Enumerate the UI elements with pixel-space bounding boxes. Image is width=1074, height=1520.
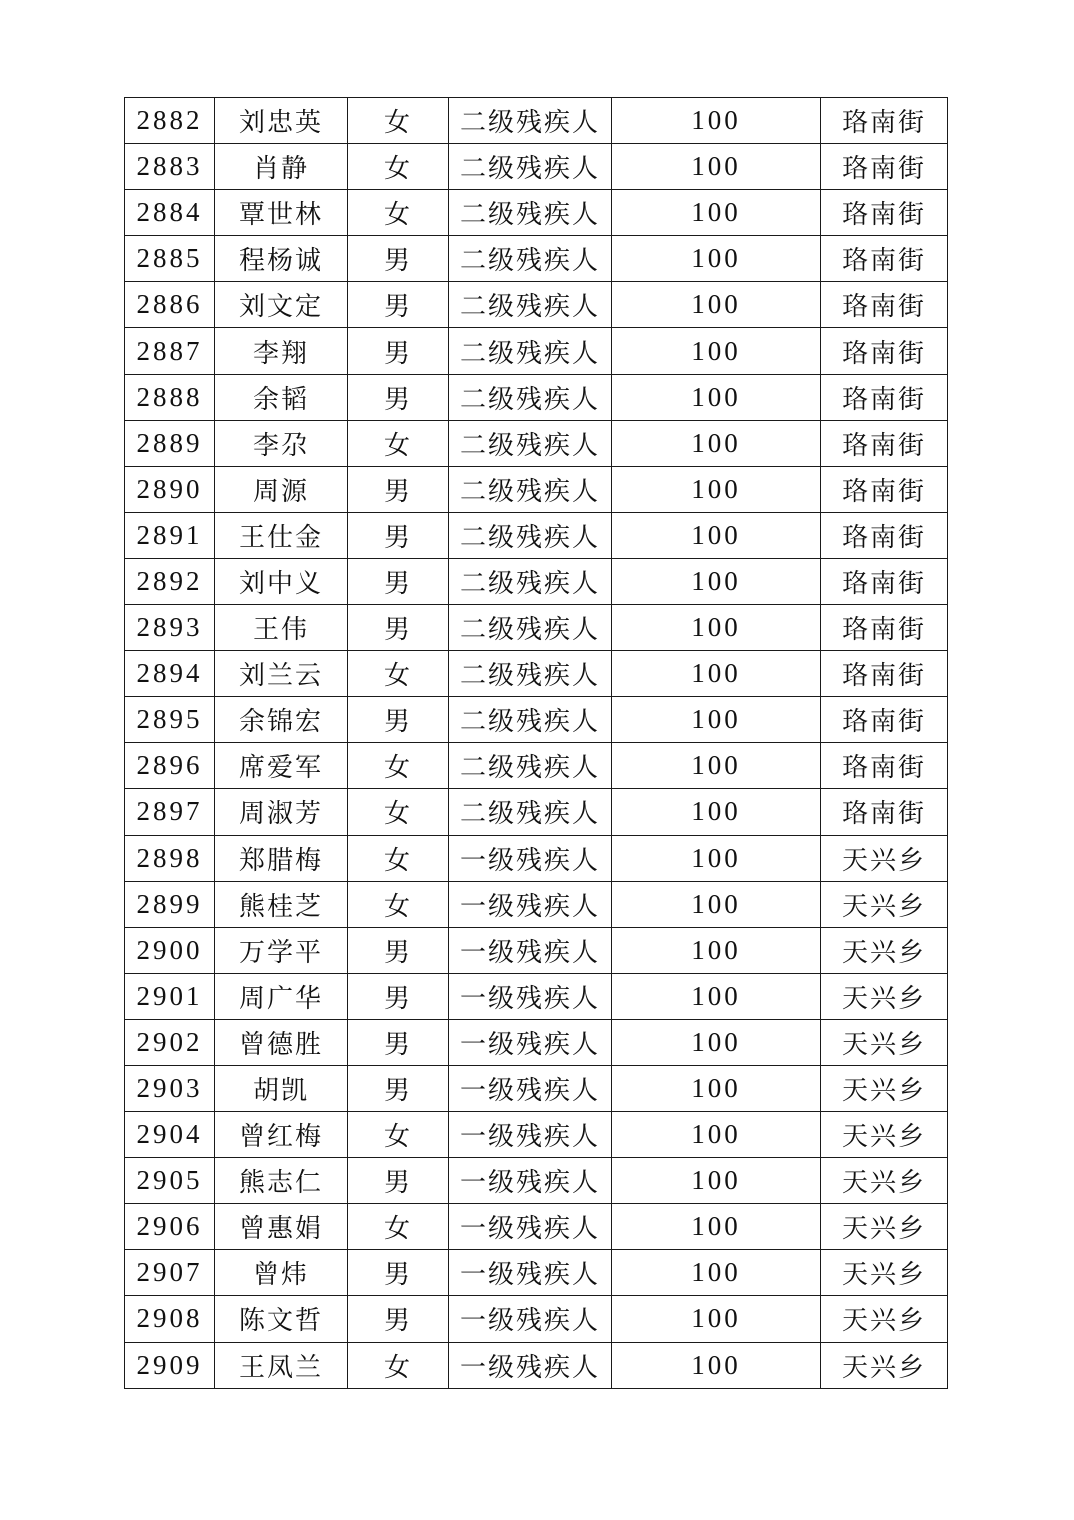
cell-amount: 100 <box>612 789 821 835</box>
cell-amount: 100 <box>612 1342 821 1388</box>
table-row <box>125 1158 948 1204</box>
table-row <box>125 236 948 282</box>
cell-amount: 100 <box>612 605 821 651</box>
cell-gender: 女 <box>348 1342 449 1388</box>
cell-serial-number: 2890 <box>125 466 215 512</box>
cell-area: 珞南街 <box>821 743 948 789</box>
cell-gender: 男 <box>348 697 449 743</box>
cell-gender: 女 <box>348 144 449 190</box>
cell-name: 李尕 <box>215 420 348 466</box>
cell-name: 周广华 <box>215 973 348 1019</box>
cell-gender: 女 <box>348 420 449 466</box>
cell-area: 天兴乡 <box>821 1065 948 1111</box>
cell-gender: 女 <box>348 1112 449 1158</box>
cell-name: 余韬 <box>215 374 348 420</box>
cell-amount: 100 <box>612 1158 821 1204</box>
cell-gender: 男 <box>348 374 449 420</box>
cell-area: 珞南街 <box>821 190 948 236</box>
table-row <box>125 1296 948 1342</box>
cell-disability-level: 二级残疾人 <box>449 190 612 236</box>
cell-name: 熊桂芝 <box>215 881 348 927</box>
cell-serial-number: 2884 <box>125 190 215 236</box>
table-row <box>125 420 948 466</box>
cell-area: 天兴乡 <box>821 881 948 927</box>
cell-gender: 女 <box>348 881 449 927</box>
cell-name: 刘中义 <box>215 558 348 604</box>
cell-disability-level: 二级残疾人 <box>449 558 612 604</box>
cell-area: 天兴乡 <box>821 1342 948 1388</box>
cell-serial-number: 2886 <box>125 282 215 328</box>
cell-gender: 男 <box>348 236 449 282</box>
cell-disability-level: 二级残疾人 <box>449 743 612 789</box>
cell-area: 天兴乡 <box>821 1250 948 1296</box>
cell-name: 肖静 <box>215 144 348 190</box>
cell-amount: 100 <box>612 743 821 789</box>
table-row <box>125 190 948 236</box>
cell-serial-number: 2897 <box>125 789 215 835</box>
cell-disability-level: 二级残疾人 <box>449 282 612 328</box>
cell-gender: 男 <box>348 282 449 328</box>
cell-disability-level: 一级残疾人 <box>449 835 612 881</box>
cell-name: 王仕金 <box>215 512 348 558</box>
cell-name: 王伟 <box>215 605 348 651</box>
cell-name: 曾德胜 <box>215 1019 348 1065</box>
cell-disability-level: 二级残疾人 <box>449 789 612 835</box>
cell-name: 王凤兰 <box>215 1342 348 1388</box>
cell-area: 珞南街 <box>821 236 948 282</box>
cell-area: 珞南街 <box>821 328 948 374</box>
table-row <box>125 697 948 743</box>
cell-disability-level: 一级残疾人 <box>449 973 612 1019</box>
cell-gender: 男 <box>348 1158 449 1204</box>
cell-disability-level: 一级残疾人 <box>449 1065 612 1111</box>
cell-disability-level: 一级残疾人 <box>449 927 612 973</box>
cell-amount: 100 <box>612 1250 821 1296</box>
cell-amount: 100 <box>612 98 821 144</box>
cell-name: 曾红梅 <box>215 1112 348 1158</box>
cell-area: 天兴乡 <box>821 1296 948 1342</box>
cell-name: 周源 <box>215 466 348 512</box>
roster-body <box>125 98 948 1389</box>
cell-amount: 100 <box>612 466 821 512</box>
cell-disability-level: 二级残疾人 <box>449 466 612 512</box>
cell-gender: 男 <box>348 328 449 374</box>
cell-amount: 100 <box>612 1065 821 1111</box>
cell-area: 天兴乡 <box>821 927 948 973</box>
table-row <box>125 374 948 420</box>
cell-amount: 100 <box>612 144 821 190</box>
cell-serial-number: 2906 <box>125 1204 215 1250</box>
cell-disability-level: 一级残疾人 <box>449 1112 612 1158</box>
cell-area: 珞南街 <box>821 420 948 466</box>
cell-name: 刘忠英 <box>215 98 348 144</box>
table-row <box>125 605 948 651</box>
table-row <box>125 1204 948 1250</box>
table-row <box>125 1342 948 1388</box>
cell-amount: 100 <box>612 651 821 697</box>
cell-disability-level: 一级残疾人 <box>449 1019 612 1065</box>
cell-disability-level: 二级残疾人 <box>449 144 612 190</box>
cell-gender: 女 <box>348 651 449 697</box>
cell-serial-number: 2895 <box>125 697 215 743</box>
cell-amount: 100 <box>612 927 821 973</box>
cell-disability-level: 二级残疾人 <box>449 236 612 282</box>
cell-name: 陈文哲 <box>215 1296 348 1342</box>
table-row <box>125 282 948 328</box>
cell-area: 天兴乡 <box>821 835 948 881</box>
cell-gender: 女 <box>348 835 449 881</box>
cell-serial-number: 2905 <box>125 1158 215 1204</box>
cell-serial-number: 2882 <box>125 98 215 144</box>
cell-serial-number: 2889 <box>125 420 215 466</box>
cell-amount: 100 <box>612 697 821 743</box>
cell-area: 天兴乡 <box>821 1204 948 1250</box>
cell-gender: 男 <box>348 1065 449 1111</box>
cell-name: 曾惠娟 <box>215 1204 348 1250</box>
cell-name: 曾炜 <box>215 1250 348 1296</box>
cell-gender: 男 <box>348 605 449 651</box>
cell-serial-number: 2903 <box>125 1065 215 1111</box>
cell-name: 周淑芳 <box>215 789 348 835</box>
cell-name: 余锦宏 <box>215 697 348 743</box>
cell-serial-number: 2896 <box>125 743 215 789</box>
cell-amount: 100 <box>612 512 821 558</box>
cell-disability-level: 一级残疾人 <box>449 1158 612 1204</box>
cell-area: 天兴乡 <box>821 1019 948 1065</box>
table-row <box>125 466 948 512</box>
cell-gender: 男 <box>348 512 449 558</box>
cell-serial-number: 2887 <box>125 328 215 374</box>
cell-serial-number: 2891 <box>125 512 215 558</box>
cell-serial-number: 2898 <box>125 835 215 881</box>
table-row <box>125 1112 948 1158</box>
table-row <box>125 651 948 697</box>
cell-disability-level: 二级残疾人 <box>449 98 612 144</box>
cell-disability-level: 一级残疾人 <box>449 1342 612 1388</box>
cell-amount: 100 <box>612 1019 821 1065</box>
cell-serial-number: 2883 <box>125 144 215 190</box>
table-row <box>125 98 948 144</box>
cell-serial-number: 2909 <box>125 1342 215 1388</box>
cell-amount: 100 <box>612 558 821 604</box>
cell-gender: 男 <box>348 558 449 604</box>
cell-gender: 男 <box>348 466 449 512</box>
cell-disability-level: 二级残疾人 <box>449 651 612 697</box>
cell-amount: 100 <box>612 835 821 881</box>
cell-name: 郑腊梅 <box>215 835 348 881</box>
cell-disability-level: 二级残疾人 <box>449 420 612 466</box>
cell-gender: 男 <box>348 1019 449 1065</box>
table-row <box>125 789 948 835</box>
cell-disability-level: 二级残疾人 <box>449 697 612 743</box>
cell-area: 珞南街 <box>821 789 948 835</box>
cell-disability-level: 一级残疾人 <box>449 1296 612 1342</box>
cell-gender: 女 <box>348 743 449 789</box>
cell-gender: 女 <box>348 1204 449 1250</box>
table-row <box>125 512 948 558</box>
cell-gender: 女 <box>348 98 449 144</box>
cell-area: 珞南街 <box>821 651 948 697</box>
cell-name: 覃世林 <box>215 190 348 236</box>
cell-disability-level: 一级残疾人 <box>449 1204 612 1250</box>
cell-name: 胡凯 <box>215 1065 348 1111</box>
cell-disability-level: 二级残疾人 <box>449 605 612 651</box>
table-row <box>125 1065 948 1111</box>
cell-amount: 100 <box>612 973 821 1019</box>
cell-serial-number: 2901 <box>125 973 215 1019</box>
cell-name: 席爱军 <box>215 743 348 789</box>
cell-gender: 男 <box>348 1296 449 1342</box>
cell-name: 刘文定 <box>215 282 348 328</box>
table-row <box>125 881 948 927</box>
cell-disability-level: 二级残疾人 <box>449 512 612 558</box>
cell-serial-number: 2900 <box>125 927 215 973</box>
cell-gender: 女 <box>348 190 449 236</box>
cell-gender: 男 <box>348 973 449 1019</box>
table-row <box>125 558 948 604</box>
cell-area: 天兴乡 <box>821 1112 948 1158</box>
cell-gender: 男 <box>348 1250 449 1296</box>
cell-name: 刘兰云 <box>215 651 348 697</box>
cell-area: 珞南街 <box>821 512 948 558</box>
cell-gender: 男 <box>348 927 449 973</box>
cell-amount: 100 <box>612 282 821 328</box>
cell-serial-number: 2899 <box>125 881 215 927</box>
cell-area: 珞南街 <box>821 374 948 420</box>
cell-amount: 100 <box>612 328 821 374</box>
cell-disability-level: 二级残疾人 <box>449 374 612 420</box>
cell-serial-number: 2908 <box>125 1296 215 1342</box>
cell-area: 珞南街 <box>821 98 948 144</box>
cell-amount: 100 <box>612 1296 821 1342</box>
table-row <box>125 144 948 190</box>
cell-name: 万学平 <box>215 927 348 973</box>
table-row <box>125 1250 948 1296</box>
roster-table <box>124 97 948 1389</box>
cell-disability-level: 二级残疾人 <box>449 328 612 374</box>
cell-serial-number: 2892 <box>125 558 215 604</box>
cell-name: 程杨诚 <box>215 236 348 282</box>
table-row <box>125 328 948 374</box>
cell-disability-level: 一级残疾人 <box>449 1250 612 1296</box>
cell-disability-level: 一级残疾人 <box>449 881 612 927</box>
cell-amount: 100 <box>612 1112 821 1158</box>
cell-area: 天兴乡 <box>821 973 948 1019</box>
cell-area: 珞南街 <box>821 282 948 328</box>
table-row <box>125 927 948 973</box>
cell-serial-number: 2904 <box>125 1112 215 1158</box>
cell-serial-number: 2894 <box>125 651 215 697</box>
cell-serial-number: 2907 <box>125 1250 215 1296</box>
cell-name: 李翔 <box>215 328 348 374</box>
cell-gender: 女 <box>348 789 449 835</box>
cell-amount: 100 <box>612 236 821 282</box>
table-row <box>125 835 948 881</box>
cell-serial-number: 2885 <box>125 236 215 282</box>
table-row <box>125 1019 948 1065</box>
table-row <box>125 743 948 789</box>
cell-amount: 100 <box>612 1204 821 1250</box>
cell-serial-number: 2893 <box>125 605 215 651</box>
cell-area: 珞南街 <box>821 558 948 604</box>
cell-area: 珞南街 <box>821 144 948 190</box>
cell-area: 珞南街 <box>821 697 948 743</box>
cell-amount: 100 <box>612 420 821 466</box>
cell-amount: 100 <box>612 881 821 927</box>
table-row <box>125 973 948 1019</box>
cell-area: 珞南街 <box>821 466 948 512</box>
cell-amount: 100 <box>612 374 821 420</box>
cell-name: 熊志仁 <box>215 1158 348 1204</box>
cell-area: 珞南街 <box>821 605 948 651</box>
cell-area: 天兴乡 <box>821 1158 948 1204</box>
cell-serial-number: 2888 <box>125 374 215 420</box>
cell-amount: 100 <box>612 190 821 236</box>
cell-serial-number: 2902 <box>125 1019 215 1065</box>
